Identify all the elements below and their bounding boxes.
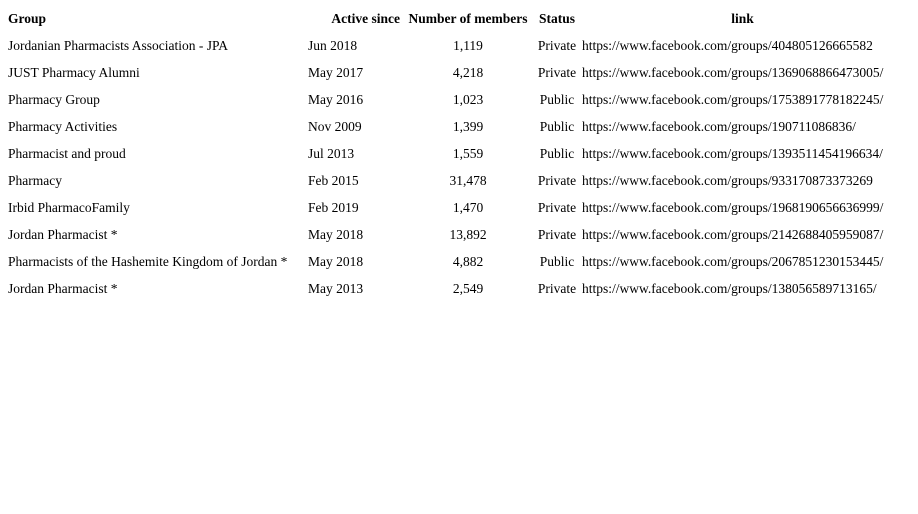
group-name: Irbid PharmacoFamily	[8, 200, 130, 215]
column-header-status: Status	[538, 11, 575, 26]
member-count: 31,478	[449, 173, 487, 188]
group-link[interactable]: https://www.facebook.com/groups/2067851230153445/	[582, 254, 884, 269]
active-since: May 2017	[308, 65, 364, 80]
group-link[interactable]: https://www.facebook.com/groups/2142688405959087/	[582, 227, 884, 242]
group-status: Public	[539, 92, 575, 107]
group-link[interactable]: https://www.facebook.com/groups/404805126665582	[582, 38, 873, 53]
member-count: 1,559	[452, 146, 484, 161]
member-count: 1,119	[453, 38, 483, 53]
active-since: Jun 2018	[308, 38, 358, 53]
active-since: Feb 2015	[308, 173, 359, 188]
table-row	[8, 32, 903, 59]
group-status: Public	[539, 146, 575, 161]
active-since: May 2018	[308, 254, 364, 269]
table-row	[8, 221, 903, 248]
active-since: May 2016	[308, 92, 364, 107]
table-row	[8, 275, 903, 302]
group-status: Private	[537, 281, 577, 296]
column-header-link: link	[731, 11, 754, 26]
group-name: Pharmacy Activities	[8, 119, 118, 134]
group-link[interactable]: https://www.facebook.com/groups/1968190656636999/	[582, 200, 884, 215]
active-since: Nov 2009	[308, 119, 362, 134]
group-status: Private	[537, 65, 577, 80]
group-status: Public	[539, 254, 575, 269]
column-header-active-since: Active since	[331, 11, 400, 26]
group-link[interactable]: https://www.facebook.com/groups/1369068866473005/	[582, 65, 884, 80]
group-name: Jordanian Pharmacists Association - JPA	[8, 38, 228, 53]
table-row	[8, 113, 903, 140]
member-count: 4,218	[452, 65, 484, 80]
member-count: 13,892	[449, 227, 487, 242]
active-since: May 2013	[308, 281, 364, 296]
table-row	[8, 140, 903, 167]
member-count: 4,882	[452, 254, 484, 269]
active-since: Jul 2013	[308, 146, 355, 161]
group-status: Private	[537, 227, 577, 242]
group-name: Pharmacy Group	[8, 92, 100, 107]
member-count: 2,549	[452, 281, 484, 296]
group-status: Private	[537, 173, 577, 188]
active-since: Feb 2019	[308, 200, 359, 215]
member-count: 1,023	[452, 92, 484, 107]
group-name: Pharmacist and proud	[8, 146, 126, 161]
group-name: Pharmacy	[8, 173, 62, 188]
group-link[interactable]: https://www.facebook.com/groups/138056589713165/	[582, 281, 877, 296]
group-link[interactable]: https://www.facebook.com/groups/933170873373269	[582, 173, 873, 188]
group-link[interactable]: https://www.facebook.com/groups/1753891778182245/	[582, 92, 884, 107]
active-since: May 2018	[308, 227, 364, 242]
group-name: JUST Pharmacy Alumni	[8, 65, 140, 80]
table-row	[8, 194, 903, 221]
table-row	[8, 59, 903, 86]
member-count: 1,470	[452, 200, 484, 215]
column-header-members: Number of members	[408, 11, 528, 26]
group-link[interactable]: https://www.facebook.com/groups/190711086836/	[582, 119, 856, 134]
member-count: 1,399	[452, 119, 484, 134]
group-status: Private	[537, 200, 577, 215]
table-row	[8, 86, 903, 113]
group-status: Public	[539, 119, 575, 134]
group-link[interactable]: https://www.facebook.com/groups/1393511454196634/	[582, 146, 883, 161]
table-row	[8, 248, 903, 275]
group-name: Jordan Pharmacist *	[8, 227, 118, 242]
groups-table	[4, 5, 907, 302]
table-row	[8, 167, 903, 194]
group-name: Jordan Pharmacist *	[8, 281, 118, 296]
column-header-group: Group	[8, 11, 47, 26]
group-name: Pharmacists of the Hashemite Kingdom of Jordan *	[8, 254, 288, 269]
group-status: Private	[537, 38, 577, 53]
header-row	[8, 5, 903, 32]
